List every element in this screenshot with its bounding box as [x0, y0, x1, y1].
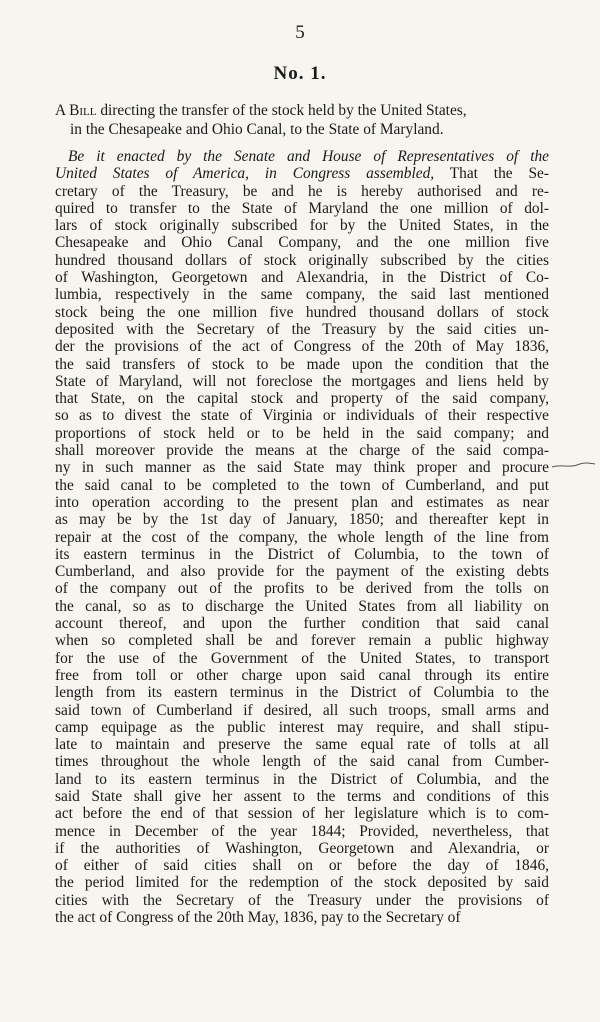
bill-title [55, 101, 555, 139]
body-line: said State shall give her assent to the terms and conditions of this [55, 787, 549, 805]
body-line: so as to divest the state of Virginia or individuals of their respective [55, 407, 549, 425]
body-line: when so completed shall be and forever remain a public highway [55, 632, 549, 650]
body-line [55, 165, 549, 182]
body-line: of either of said cities shall on or before the day of 1846, [55, 857, 549, 875]
body-line-text: That the Se- [434, 165, 549, 183]
body-line: quired to transfer to the State of Maryland the one million of dol- [55, 199, 549, 217]
body-line: that State, on the capital stock and property of the said company, [55, 390, 549, 408]
body-line: State of Maryland, will not foreclose the mortgages and liens held by [55, 372, 549, 390]
body-line: repair at the cost of the company, the whole length of the line from [55, 528, 549, 546]
body-line: the period limited for the redemption of the stock deposited by said [55, 874, 549, 892]
bill-title-lead: A Bill [55, 102, 97, 119]
page-number: 5 [295, 22, 305, 43]
body-line: der the provisions of the act of Congress of the 20th of May 1836, [55, 338, 549, 356]
margin-pen-mark [551, 458, 596, 472]
body-line: as may be by the 1st day of January, 1850; and thereafter kept in [55, 511, 549, 529]
body-line: its eastern terminus in the District of Columbia, to the town of [55, 545, 549, 563]
body-line: cretary of the Treasury, be and he is hereby authorised and re- [55, 182, 549, 200]
body-line: late to maintain and preserve the same equal rate of tolls at all [55, 736, 549, 754]
bill-title-text: directing the transfer of the stock held by the United States, [96, 102, 467, 119]
body-line: if the authorities of Washington, Georgetown and Alexandria, or [55, 839, 549, 857]
body-line: of the company out of the profits to be derived from the tolls on [55, 580, 549, 598]
body-line: the said transfers of stock to be made upon the condition that the [55, 355, 549, 373]
body-line: the said canal to be completed to the town of Cumberland, and put [55, 476, 549, 494]
body-line: times throughout the whole length of the said canal from Cumber- [55, 753, 549, 771]
bill-title-line [55, 101, 555, 120]
bill-body [55, 148, 549, 926]
body-line: lumbia, respectively in the same company, the said last mentioned [55, 286, 549, 304]
body-line: free from toll or other charge upon said canal through its entire [55, 666, 549, 684]
body-line: ny in such manner as the said State may think proper and procure [55, 459, 549, 477]
body-line: of Washington, Georgetown and Alexandria, in the District of Co- [55, 269, 549, 287]
body-line: stock being the one million five hundred thousand dollars of stock [55, 303, 549, 321]
body-line: said town of Cumberland if desired, all such troops, small arms and [55, 701, 549, 719]
body-line: for the use of the Government of the United States, to transport [55, 649, 549, 667]
body-line: hundred thousand dollars of stock originally subscribed by the cities [55, 251, 549, 269]
body-line: Chesapeake and Ohio Canal Company, and the one million five [55, 234, 549, 252]
body-line: account thereof, and upon the further condition that said canal [55, 615, 549, 633]
body-line: into operation according to the present plan and estimates as near [55, 493, 549, 511]
body-line: land to its eastern terminus in the District of Columbia, and the [55, 770, 549, 788]
body-line: camp equipage as the public interest may require, and shall stipu- [55, 718, 549, 736]
body-line: the act of Congress of the 20th May, 1836, pay to the Secretary of [55, 909, 461, 927]
body-line: length from its eastern terminus in the District of Columbia to the [55, 684, 549, 702]
body-line: lars of stock originally subscribed for by the United States, in the [55, 217, 549, 235]
enacting-clause-end: United States of America, in Congress assembled, [55, 165, 435, 183]
body-line: proportions of stock held or to be held in the said company; and [55, 424, 549, 442]
bill-number: No. 1. [273, 63, 327, 84]
body-line: the canal, so as to discharge the United States from all liability on [55, 597, 549, 615]
enacting-clause-line: Be it enacted by the Senate and House of Representatives of the [68, 148, 549, 165]
body-line: act before the end of that session of her legislature which is to com- [55, 805, 549, 823]
body-line: mence in December of the year 1844; Provided, nevertheless, that [55, 822, 549, 840]
body-line: Cumberland, and also provide for the payment of the existing debts [55, 563, 549, 581]
bill-title-line: in the Chesapeake and Ohio Canal, to the State of Maryland. [70, 121, 444, 138]
body-line: cities with the Secretary of the Treasury under the provisions of [55, 891, 549, 909]
body-line: deposited with the Secretary of the Treasury by the said cities un- [55, 320, 549, 338]
body-line: shall moreover provide the means at the charge of the said compa- [55, 442, 549, 460]
